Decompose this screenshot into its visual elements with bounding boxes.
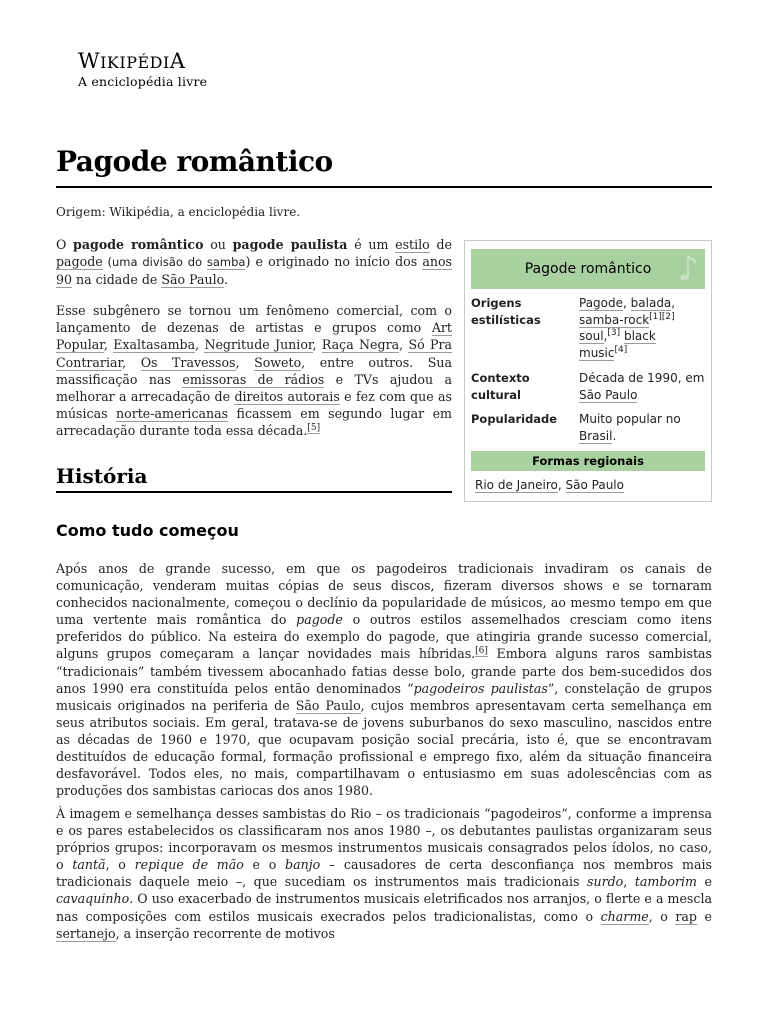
music-note-icon: ♪ xyxy=(677,249,699,289)
ref-2[interactable]: [2] xyxy=(661,311,675,322)
logo-tagline: A enciclopédia livre xyxy=(78,74,208,89)
infobox-title: ♪ Pagode romântico xyxy=(471,249,705,289)
infobox xyxy=(464,240,712,502)
link-ib-black-music[interactable]: black music xyxy=(579,329,656,360)
link-art-popular[interactable]: Art Popular xyxy=(56,320,452,353)
ref-4[interactable]: [4] xyxy=(614,344,628,355)
link-ib-soul[interactable]: soul xyxy=(579,329,604,343)
link-so-pra-contrariar[interactable]: Só Pra Contrariar xyxy=(56,337,452,370)
link-ib-sao-paulo[interactable]: São Paulo xyxy=(579,387,638,402)
link-rio-de-janeiro[interactable]: Rio de Janeiro xyxy=(475,478,558,492)
ref-5[interactable]: [5] xyxy=(307,423,321,434)
subsection-heading: Como tudo começou xyxy=(56,521,239,540)
infobox-regional: Rio de Janeiro, São Paulo xyxy=(475,478,624,492)
ref-1[interactable]: [1] xyxy=(649,311,662,322)
link-sertanejo[interactable]: sertanejo xyxy=(56,925,116,941)
page-title: Pagode romântico xyxy=(56,142,712,188)
link-pagode[interactable]: pagode xyxy=(56,254,103,270)
infobox-row-contexto: Contexto cultural Década de 1990, em São Paulo xyxy=(471,371,705,402)
link-emissoras-de-radios[interactable]: emissoras de rádios xyxy=(182,371,325,387)
link-soweto[interactable]: Soweto xyxy=(254,354,302,370)
link-os-travessos[interactable]: Os Travessos xyxy=(140,354,236,370)
link-ib-pagode[interactable]: Pagode xyxy=(579,296,624,310)
link-ib-brasil[interactable]: Brasil xyxy=(579,428,613,443)
link-rap[interactable]: rap xyxy=(675,908,697,924)
lead-paragraph-2: Esse subgênero se tornou um fenômeno comercial, com o lançamento de dezenas de artistas e grupos como Art Popular, Exaltasamba, Negritude Junior, Raça Negra, Só Pra Contrariar, Os Travessos, Soweto, entre outros. Sua massificação nas emissoras de rádios e TVs ajudou a melhorar a arrecadação de direitos autorais e fez com que as músicas norte-americanas ficassem em segundo lugar em arrecadação durante toda essa década.[5] xyxy=(56,303,452,439)
link-norte-americanas[interactable]: norte-americanas xyxy=(116,406,229,422)
link-ib-sao-paulo-2[interactable]: São Paulo xyxy=(565,478,624,492)
body-paragraph-2: À imagem e semelhança desses sambistas do Rio – os tradicionais “pagodeiros”, conforme a imprensa e os pares estabelecidos os classificaram nos anos 1980 –, os debutantes paulistas organizaram seus próprios grupos: incorporavam os mesmos instrumentos musicais consagrados pelos ídolos, no caso, o tantã, o repique de mão e o banjo – causadores de certa desconfiança nos membros mais tradicionais daquele meio –, que sucediam os instrumentos mais tradicionais surdo, tamborim e cavaquinho. O uso exacerbado de instrumentos musicais eletrificados nos arranjos, o flerte e a mescla nas composições com estilos musicais execrados pelos tradicionalistas, como o charme, o rap e sertanejo, a inserção recorrente de motivos xyxy=(56,806,713,941)
ref-6[interactable]: [6] xyxy=(475,646,488,657)
infobox-subheader: Formas regionais xyxy=(471,451,705,471)
link-charme[interactable]: charme xyxy=(600,908,649,924)
link-ib-balada[interactable]: balada xyxy=(630,296,672,310)
link-anos-90[interactable]: anos 90 xyxy=(56,254,453,288)
logo-wordmark: WIKIPÉDIA xyxy=(78,49,186,73)
ref-3[interactable]: [3] xyxy=(607,328,621,338)
link-ib-samba-rock[interactable]: samba-rock xyxy=(579,312,650,327)
body-paragraph-1: Após anos de grande sucesso, em que os pagodeiros tradicionais invadiram os canais de comunicação, venderam muitas cópias de seus discos, fizeram diversos shows e se tornaram conhecidos nacionalmente, começou o declínio da popularidade de músicos, ao mesmo tempo em que uma vertente mais romântica do pagode o outros estilos assemelhados cresciam como itens preferidos do público. Na esteira do exemplo do pagode, que atingiria grande sucesso comercial, alguns grupos começaram a lançar novidades mais híbridas.[6] Embora alguns raros sambistas “tradicionais” também tivessem abocanhado fatias desse bolo, grande parte dos bem-sucedidos dos anos 1990 era constituída pelos então denominados “pagodeiros paulistas”, constelação de grupos musicais originados na periferia de São Paulo, cujos membros apresentavam certa semelhança em seus atributos sociais. Em geral, tratava-se de jovens suburbanos do sexo masculino, nascidos entre as décadas de 1960 e 1970, que ocupavam posição social precária, isto é, que se encontravam destituídos de educação formal, formação profissional e emprego fixo, além da situação financeira desfavorável. Todos eles, no mais, compartilhavam o entusiasmo em suas adolescências com as produções dos sambistas cariocas dos anos 1980. xyxy=(56,561,713,799)
link-estilo[interactable]: estilo xyxy=(395,237,430,252)
link-direitos-autorais[interactable]: direitos autorais xyxy=(234,389,340,405)
link-samba[interactable]: samba xyxy=(206,255,246,270)
infobox-row-origens: Origens estilísticas Pagode, balada, samba-rock[1][2] soul,[3] black music[4] xyxy=(471,296,676,360)
link-raca-negra[interactable]: Raça Negra xyxy=(321,337,400,353)
infobox-row-popularidade: Popularidade Muito popular no Brasil. xyxy=(471,412,681,443)
wikipedia-logo[interactable] xyxy=(78,50,207,89)
link-exaltasamba[interactable]: Exaltasamba xyxy=(113,337,196,353)
link-sao-paulo[interactable]: São Paulo xyxy=(161,272,224,288)
link-negritude-junior[interactable]: Negritude Junior xyxy=(204,337,313,353)
section-heading-historia: História xyxy=(56,461,452,493)
lead-paragraph-1: O pagode romântico ou pagode paulista é um estilo de pagode (uma divisão do samba) e originado no início dos anos 90 na cidade de São Paulo. xyxy=(56,237,453,288)
link-sao-paulo-body[interactable]: São Paulo xyxy=(295,697,361,713)
origin-note: Origem: Wikipédia, a enciclopédia livre. xyxy=(56,205,301,219)
